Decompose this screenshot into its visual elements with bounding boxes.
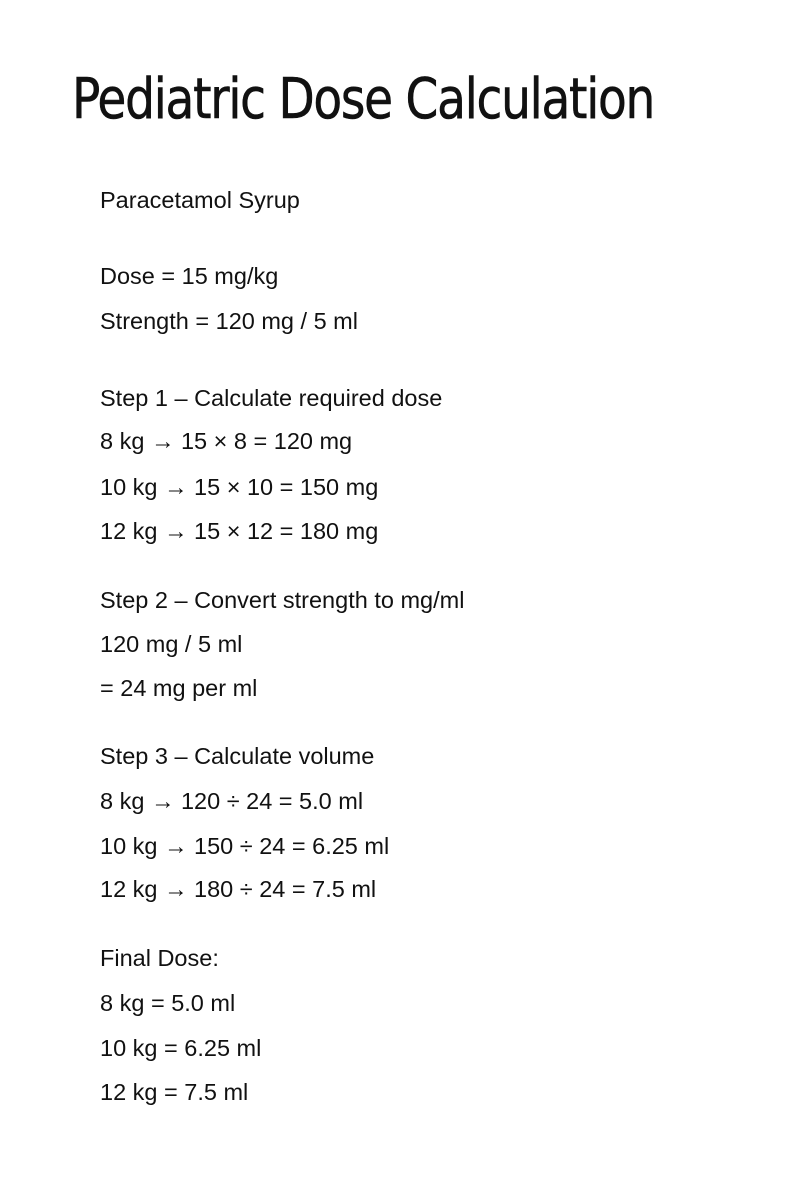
final-dose-line: 12 kg = 7.5 ml (100, 1079, 249, 1105)
page-title: Pediatric Dose Calculation (72, 67, 655, 132)
strength-parameter: Strength = 120 mg / 5 ml (100, 308, 358, 334)
final-dose-line: 10 kg = 6.25 ml (100, 1035, 262, 1061)
step-1-line: 10 kg → 15 × 10 = 150 mg (100, 474, 379, 500)
final-dose-line: 8 kg = 5.0 ml (100, 990, 236, 1016)
step-3-line: 12 kg → 180 ÷ 24 = 7.5 ml (100, 876, 377, 902)
step-3-heading: Step 3 – Calculate volume (100, 743, 375, 769)
step-1-heading: Step 1 – Calculate required dose (100, 385, 443, 411)
step-1-line: 12 kg → 15 × 12 = 180 mg (100, 518, 379, 544)
drug-name: Paracetamol Syrup (100, 187, 300, 213)
dose-parameter: Dose = 15 mg/kg (100, 263, 279, 289)
step-1-line: 8 kg → 15 × 8 = 120 mg (100, 428, 353, 454)
final-dose-heading: Final Dose: (100, 945, 219, 971)
step-3-line: 10 kg → 150 ÷ 24 = 6.25 ml (100, 833, 390, 859)
step-2-heading: Step 2 – Convert strength to mg/ml (100, 587, 465, 613)
step-2-line: = 24 mg per ml (100, 675, 258, 701)
step-3-line: 8 kg → 120 ÷ 24 = 5.0 ml (100, 788, 364, 814)
step-2-line: 120 mg / 5 ml (100, 631, 243, 657)
